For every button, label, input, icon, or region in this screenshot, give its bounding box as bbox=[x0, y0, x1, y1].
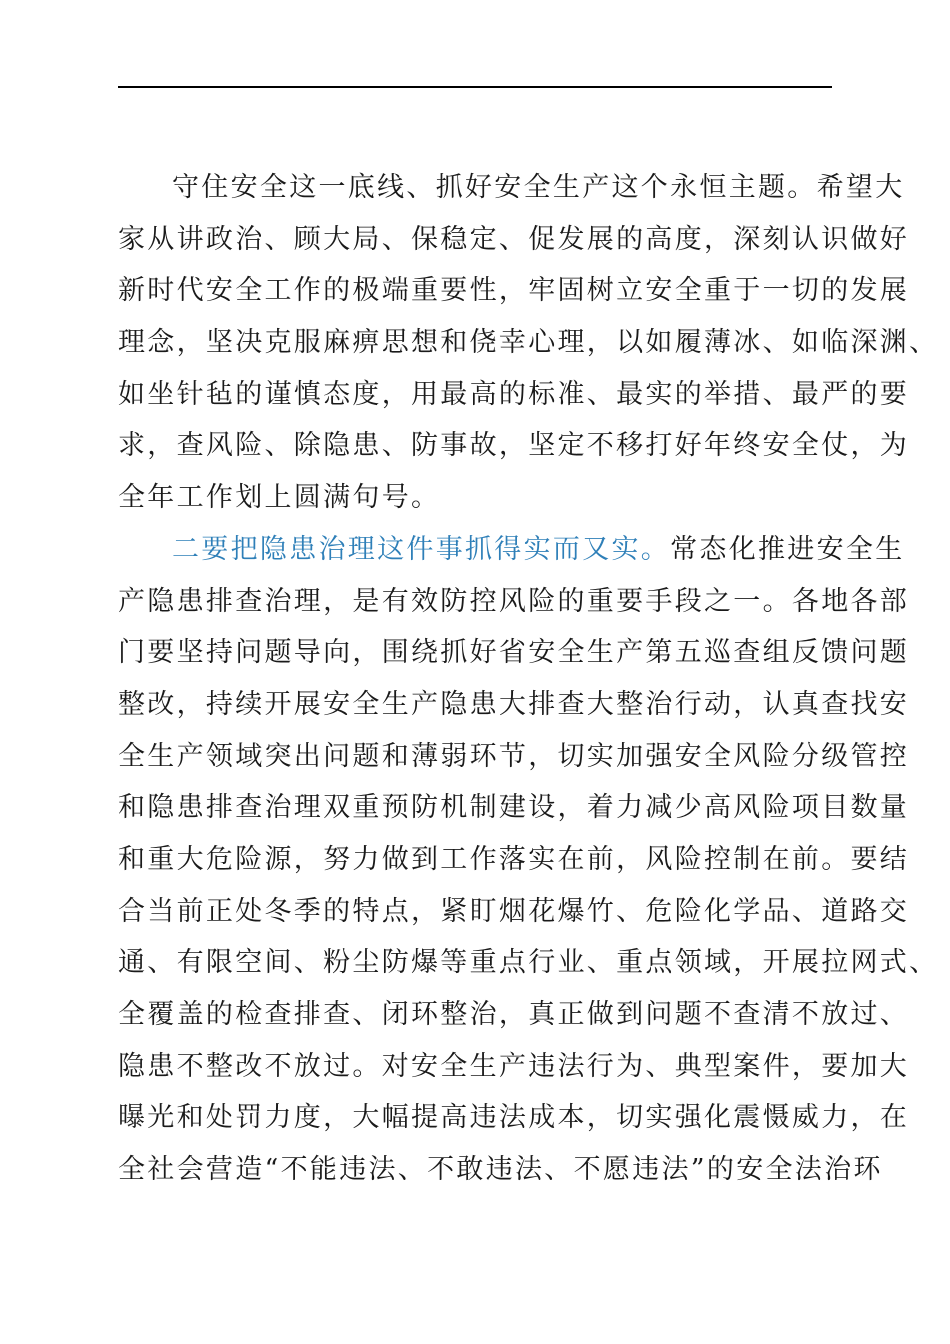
paragraph-1-line: 守住安全这一底线、抓好安全生产这个永恒主题。希望大 bbox=[172, 172, 905, 203]
paragraph-2-first-line-text: 常态化推进安全生 bbox=[670, 533, 905, 565]
paragraph-1-line: 求，查风险、除隐患、防事故，坚定不移打好年终安全仗，为 bbox=[118, 430, 910, 462]
paragraph-2-first-line bbox=[118, 524, 905, 576]
document-body bbox=[118, 162, 939, 1196]
paragraph-2-line: 合当前正处冬季的特点，紧盯烟花爆竹、危险化学品、道路交 bbox=[118, 895, 910, 927]
section-heading: 二要把隐患治理这件事抓得实而又实。 bbox=[172, 533, 671, 565]
paragraph-1-line: 新时代安全工作的极端重要性，牢固树立安全重于一切的发展 bbox=[118, 275, 910, 307]
paragraph-2-line: 全社会营造“不能违法、不敢违法、不愿违法”的安全法治环 bbox=[118, 1154, 883, 1186]
paragraph-1-line: 如坐针毡的谨慎态度，用最高的标准、最实的举措、最严的要 bbox=[118, 378, 910, 410]
paragraph-2-line: 和重大危险源，努力做到工作落实在前，风险控制在前。要结 bbox=[118, 843, 910, 875]
paragraph-2-line: 全覆盖的检查排查、闭环整治，真正做到问题不查清不放过、 bbox=[118, 999, 910, 1030]
paragraph-2-line: 曝光和处罚力度，大幅提高违法成本，切实强化震慑威力，在 bbox=[118, 1102, 910, 1134]
paragraph-1-line: 理念，坚决克服麻痹思想和侥幸心理，以如履薄冰、如临深渊、 bbox=[118, 327, 939, 359]
paragraph-2-line: 通、有限空间、粉尘防爆等重点行业、重点领域，开展拉网式、 bbox=[118, 947, 939, 979]
paragraph-1-line: 全年工作划上圆满句号。 bbox=[118, 482, 441, 514]
paragraph-2-line: 整改，持续开展安全生产隐患大排查大整治行动，认真查找安 bbox=[118, 688, 910, 720]
paragraph-2-line: 和隐患排查治理双重预防机制建设，着力减少高风险项目数量 bbox=[118, 792, 910, 824]
paragraph-2-line: 全生产领域突出问题和薄弱环节，切实加强安全风险分级管控 bbox=[118, 740, 910, 772]
header-rule bbox=[118, 86, 832, 88]
paragraph-1-line: 家从讲政治、顾大局、保稳定、促发展的高度，深刻认识做好 bbox=[118, 223, 910, 255]
paragraph-2-line: 产隐患排查治理，是有效防控风险的重要手段之一。各地各部 bbox=[118, 585, 910, 617]
paragraph-2-line: 门要坚持问题导向，围绕抓好省安全生产第五巡查组反馈问题 bbox=[118, 637, 910, 669]
paragraph-2-line: 隐患不整改不放过。对安全生产违法行为、典型案件，要加大 bbox=[118, 1050, 910, 1082]
